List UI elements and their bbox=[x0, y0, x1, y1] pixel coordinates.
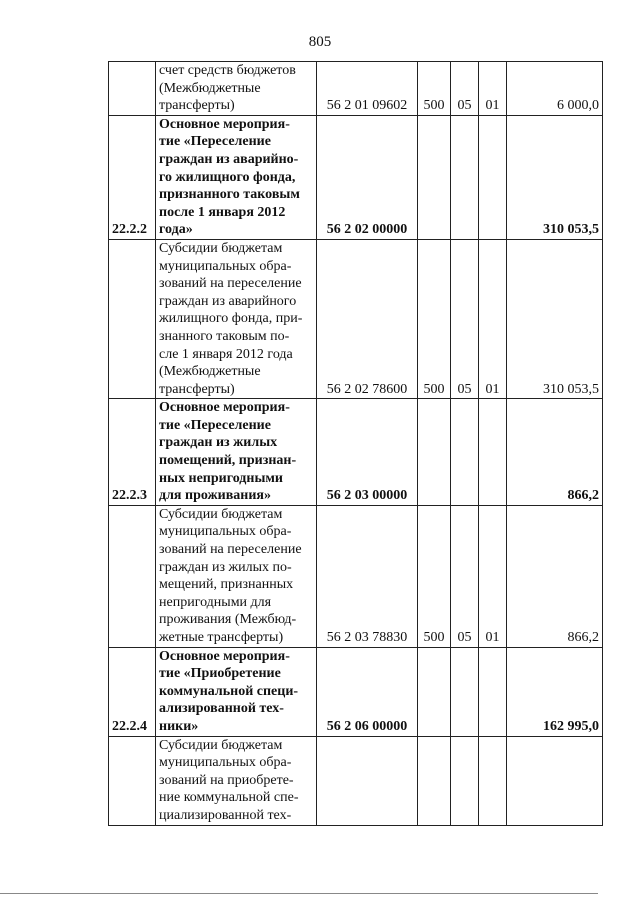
page-number: 805 bbox=[308, 34, 332, 50]
row-rz: 05 bbox=[451, 239, 479, 398]
footer-divider bbox=[0, 893, 598, 894]
row-name bbox=[156, 399, 317, 506]
row-sum: 866,2 bbox=[507, 505, 603, 647]
row-name bbox=[156, 647, 317, 736]
row-code: 56 2 01 09602 bbox=[317, 62, 418, 116]
row-name-text: счет средств бюджетов (Межбюджетные трансферты) bbox=[159, 63, 296, 114]
row-rz bbox=[451, 736, 479, 825]
row-sum: 162 995,0 bbox=[507, 647, 603, 736]
row-sum: 6 000,0 bbox=[507, 62, 603, 116]
row-name bbox=[156, 115, 317, 239]
row-number: 22.2.2 bbox=[109, 115, 156, 239]
row-number: 22.2.4 bbox=[109, 647, 156, 736]
row-number bbox=[109, 239, 156, 398]
row-name-text: Основное мероприя- тие «Приобретение коммунальной специ- ализированной тех- ники» bbox=[159, 648, 299, 734]
row-pr bbox=[479, 399, 507, 506]
row-name-text: Субсидии бюджетам муниципальных обра- зований на переселение граждан из аварийного жилищного фонда, при- знанного таковым по- сле 1 января 2012 года (Межбюджетные трансферты) bbox=[159, 240, 303, 397]
table-row bbox=[109, 62, 603, 116]
table-row bbox=[109, 736, 603, 825]
row-name bbox=[156, 736, 317, 825]
row-sum: 310 053,5 bbox=[507, 239, 603, 398]
table-row bbox=[109, 399, 603, 506]
row-name-text: Субсидии бюджетам муниципальных обра- зований на переселение граждан из жилых по- мещений, признанных непригодными для проживания (Межбюд- жетные трансферты) bbox=[159, 506, 302, 645]
row-name-text: Субсидии бюджетам муниципальных обра- зований на приобрете- ние коммунальной спе- циализированной тех- bbox=[159, 737, 299, 823]
row-pr bbox=[479, 647, 507, 736]
row-rz bbox=[451, 647, 479, 736]
row-pr bbox=[479, 115, 507, 239]
row-vr: 500 bbox=[418, 62, 451, 116]
budget-table bbox=[108, 61, 603, 826]
row-pr: 01 bbox=[479, 505, 507, 647]
table-row bbox=[109, 115, 603, 239]
table-row bbox=[109, 505, 603, 647]
row-code: 56 2 03 78830 bbox=[317, 505, 418, 647]
row-vr: 500 bbox=[418, 239, 451, 398]
table-row bbox=[109, 647, 603, 736]
row-name bbox=[156, 62, 317, 116]
row-vr bbox=[418, 647, 451, 736]
row-sum: 866,2 bbox=[507, 399, 603, 506]
row-number bbox=[109, 736, 156, 825]
row-number bbox=[109, 62, 156, 116]
row-code: 56 2 02 78600 bbox=[317, 239, 418, 398]
row-pr: 01 bbox=[479, 62, 507, 116]
row-vr: 500 bbox=[418, 505, 451, 647]
row-code: 56 2 06 00000 bbox=[317, 647, 418, 736]
row-vr bbox=[418, 115, 451, 239]
row-rz bbox=[451, 399, 479, 506]
row-code: 56 2 02 00000 bbox=[317, 115, 418, 239]
row-name bbox=[156, 505, 317, 647]
row-pr bbox=[479, 736, 507, 825]
row-sum: 310 053,5 bbox=[507, 115, 603, 239]
row-code: 56 2 03 00000 bbox=[317, 399, 418, 506]
row-pr: 01 bbox=[479, 239, 507, 398]
row-name bbox=[156, 239, 317, 398]
row-rz bbox=[451, 115, 479, 239]
table-row bbox=[109, 239, 603, 398]
row-rz: 05 bbox=[451, 505, 479, 647]
row-number bbox=[109, 505, 156, 647]
row-code bbox=[317, 736, 418, 825]
row-vr bbox=[418, 736, 451, 825]
row-name-text: Основное мероприя- тие «Переселение граждан из аварийно- го жилищного фонда, признанного таковым после 1 января 2012 года» bbox=[159, 116, 300, 238]
row-sum bbox=[507, 736, 603, 825]
row-vr bbox=[418, 399, 451, 506]
row-rz: 05 bbox=[451, 62, 479, 116]
row-number: 22.2.3 bbox=[109, 399, 156, 506]
row-name-text: Основное мероприя- тие «Переселение граждан из жилых помещений, признан- ных непригодными для проживания» bbox=[159, 400, 297, 504]
